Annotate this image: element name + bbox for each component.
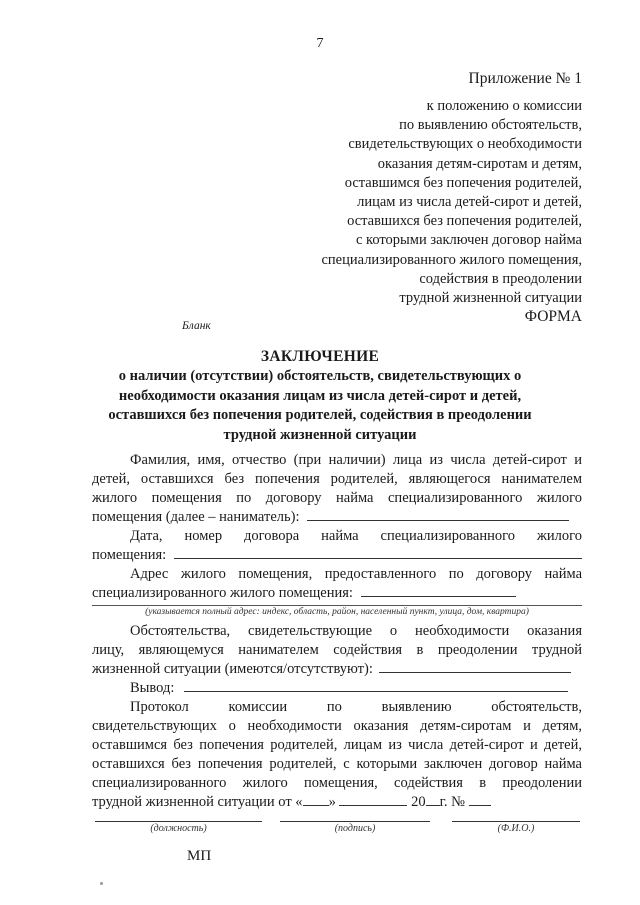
year-prefix: 20 [411,794,426,810]
scan-dot [100,882,103,885]
conclusion-field[interactable] [184,690,568,692]
circumstances-field[interactable] [379,671,571,673]
subtitle-line: оставшихся без попечения родителей, содействия в преодолении [108,407,532,423]
tenant-name-row [92,508,582,527]
body-line: детей, оставшихся без попечения родителей, являющегося нанимателем [92,471,582,487]
circumstances-row [92,660,582,679]
address-field[interactable] [361,595,516,597]
position-caption: (должность) [150,823,207,834]
address-field-line[interactable] [92,605,582,606]
annex-line: к положению о комиссии [426,98,582,114]
protocol-month-field[interactable] [339,804,407,806]
annex-line: оставшимся без попечения родителей, [344,174,582,191]
body-line: специализированного жилого помещения: [92,585,353,601]
quote-close: » [328,794,336,810]
subtitle-line: о наличии (отсутствии) обстоятельств, свидетельствующих о [118,368,522,384]
annex-line: лицам из числа детей-сирот и детей, [357,194,582,211]
annex-description [321,97,582,308]
body-line: оставшимся без попечения родителей, лицам из числа детей-сирот и детей, [92,737,582,753]
position-signature-line[interactable] [95,821,262,822]
annex-line: содействия в преодолении [419,270,582,287]
subtitle-line: необходимости оказания лицам из числа детей-сирот и детей, [118,387,522,404]
full-name-signature-line[interactable] [452,821,580,822]
annex-line: по выявлению обстоятельств, [399,117,582,134]
contract-row [92,546,582,565]
annex-title: Приложение № 1 [468,70,582,87]
body-line: жизненной ситуации (имеются/отсутствуют): [92,661,373,677]
letterhead-label: Бланк [182,320,211,332]
body-line: жилого помещения по договору найма специализированного жилого [92,490,582,506]
annex-line: специализированного жилого помещения, [321,251,582,268]
body-line: Дата, номер договора найма специализированного жилого [130,528,582,544]
conclusion-label: Вывод: [130,680,175,696]
contract-date-number-field[interactable] [174,557,582,559]
signature-line[interactable] [280,821,430,822]
body-line: Фамилия, имя, отчество (при наличии) лица из числа детей-сирот и [130,452,582,468]
body-line: Обстоятельства, свидетельствующие о необходимости оказания [130,623,582,639]
tenant-name-field[interactable] [307,519,569,521]
protocol-date-row [92,793,582,812]
protocol-day-field[interactable] [303,804,329,806]
annex-line: оказания детям-сиротам и детям, [377,155,582,172]
protocol-number-field[interactable] [469,804,491,806]
body-line: Протокол комиссии по выявлению обстоятельств, [130,699,582,715]
body-line: оставшихся без попечения родителей, с которыми заключен договор найма [92,756,582,772]
body-line: помещения: [92,547,167,563]
document-subtitle [90,367,550,445]
signature-caption: (подпись) [334,823,376,834]
annex-line: трудной жизненной ситуации [399,290,582,307]
subtitle-line: трудной жизненной ситуации [223,426,417,443]
address-row [92,584,582,603]
document-title: ЗАКЛЮЧЕНИЕ [260,348,380,365]
address-hint: (указывается полный адрес: индекс, область, район, населенный пункт, улица, дом, квартира) [145,607,529,617]
body-line: трудной жизненной ситуации от « [92,794,303,810]
body-line: лицу, являющемуся нанимателем содействия в преодолении трудной [92,642,582,658]
form-label: ФОРМА [524,308,582,325]
body-line: помещения (далее – наниматель): [92,509,300,525]
body-line: специализированного жилого помещения, содействия в преодолении [92,775,582,791]
protocol-year-field[interactable] [426,804,440,806]
annex-line: свидетельствующих о необходимости [348,136,582,153]
body-line: свидетельствующих о необходимости оказания детям-сиротам и детям, [92,718,582,734]
conclusion-row [92,679,582,698]
stamp-place: МП [187,848,212,864]
page-number: 7 [316,36,324,51]
annex-line: оставшихся без попечения родителей, [347,213,582,230]
year-number-label: г. № [439,794,465,810]
annex-line: с которыми заключен договор найма [355,232,582,249]
body-line: Адрес жилого помещения, предоставленного по договору найма [130,566,582,582]
full-name-caption: (Ф.И.О.) [497,823,535,834]
